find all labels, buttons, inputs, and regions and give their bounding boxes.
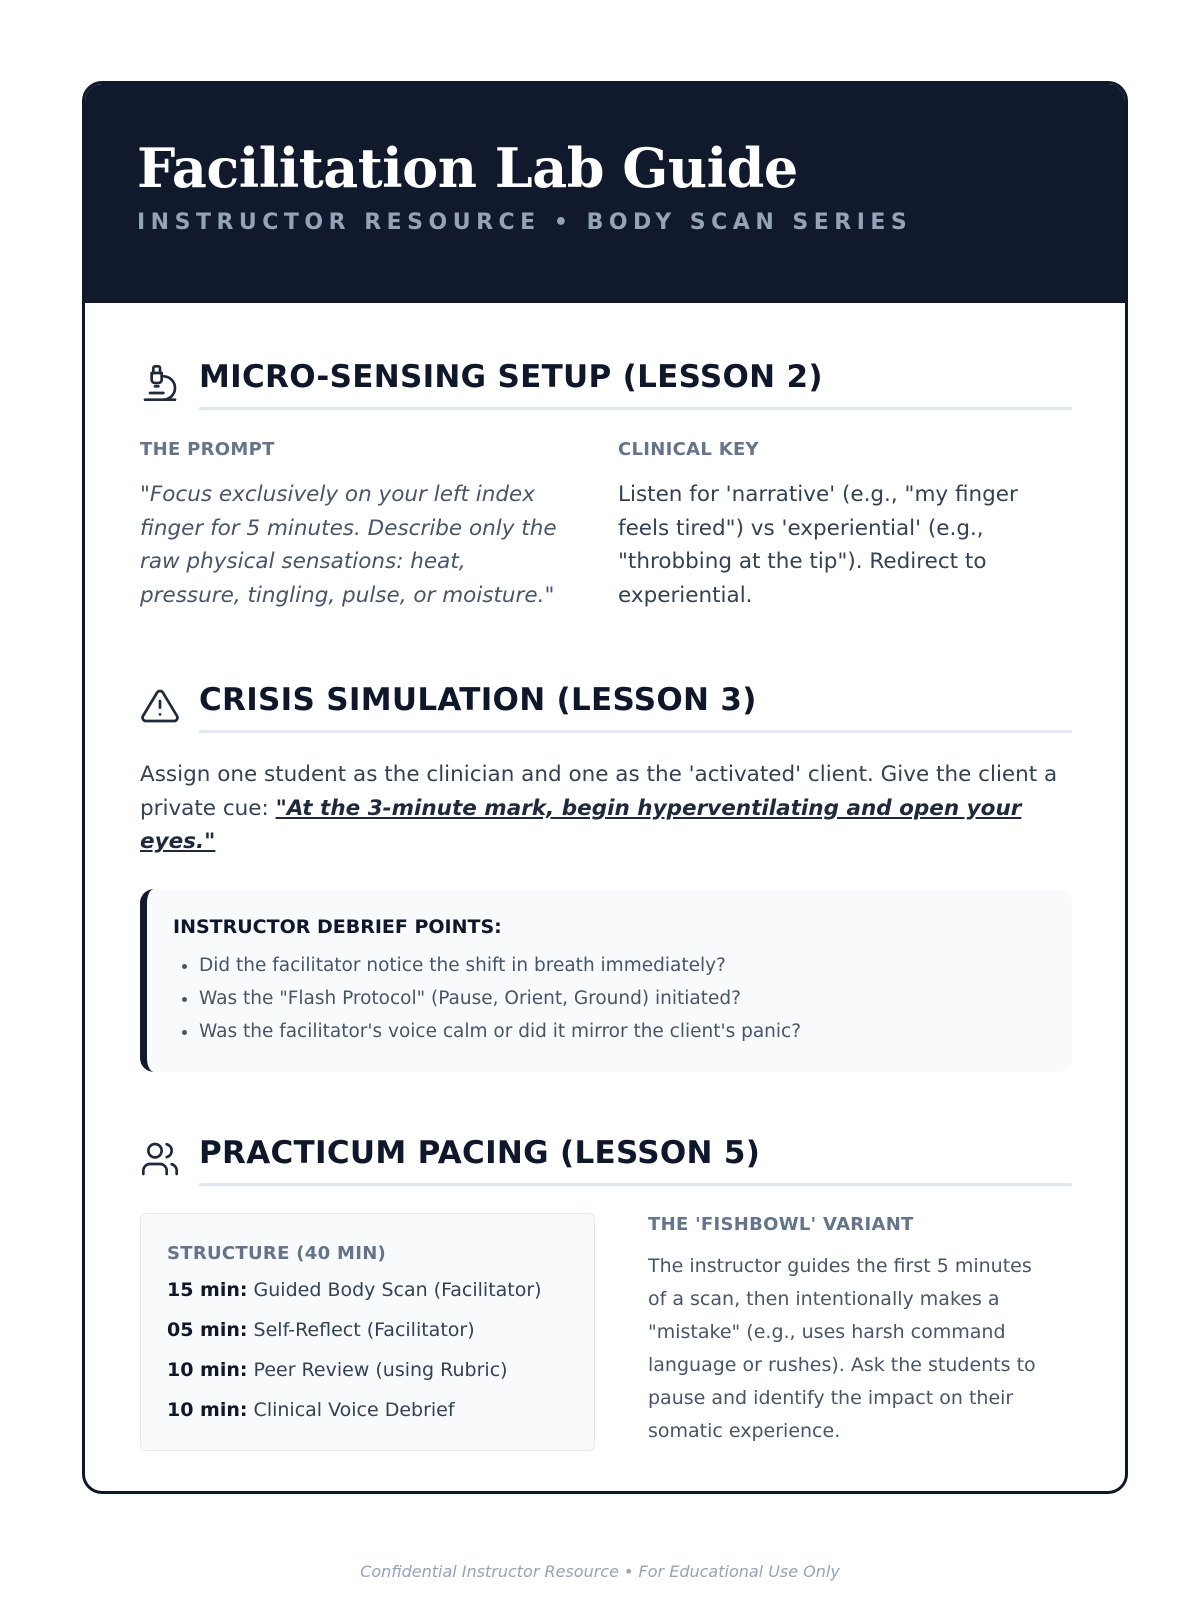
structure-time: 10 min: bbox=[167, 1398, 248, 1421]
page-subtitle: INSTRUCTOR RESOURCE • BODY SCAN SERIES bbox=[137, 210, 913, 235]
debrief-list bbox=[173, 949, 1044, 1048]
section-micro-sensing bbox=[140, 303, 1072, 612]
structure-activity: Self-Reflect (Facilitator) bbox=[253, 1318, 475, 1341]
clinical-key-text: Listen for 'narrative' (e.g., "my finger feels tired") vs 'experiential' (e.g., "throbbing at the tip"). Redirect to experiential. bbox=[618, 482, 1018, 608]
crisis-intro-text: Assign one student as the clinician and one as the 'activated' client. Give the client a private cue: bbox=[140, 762, 1058, 821]
list-item: • Was the "Flash Protocol" (Pause, Orient, Ground) initiated? bbox=[199, 982, 1044, 1015]
section-practicum-pacing bbox=[140, 1072, 1072, 1451]
structure-time: 15 min: bbox=[167, 1278, 248, 1301]
section-title-wrap bbox=[199, 678, 1072, 733]
users-icon bbox=[140, 1139, 180, 1179]
page-footer: Confidential Instructor Resource • For Educational Use Only bbox=[360, 1562, 840, 1581]
structure-time: 05 min: bbox=[167, 1318, 248, 1341]
fishbowl-text: The instructor guides the first 5 minutes of a scan, then intentionally makes a "mistake" (e.g., uses harsh command language or rushes). Ask the students to pause and identify the impact on their somatic experience. bbox=[648, 1254, 1036, 1442]
guide-card bbox=[82, 81, 1128, 1494]
microscope-icon bbox=[140, 363, 180, 403]
list-item bbox=[167, 1270, 594, 1310]
warning-triangle-icon bbox=[140, 686, 180, 726]
prompt-column bbox=[140, 438, 565, 612]
section-header bbox=[140, 1131, 1072, 1186]
section-columns bbox=[140, 438, 1072, 612]
structure-activity: Guided Body Scan (Facilitator) bbox=[253, 1278, 542, 1301]
section-title: PRACTICUM PACING (LESSON 5) bbox=[199, 1134, 761, 1171]
section-title: CRISIS SIMULATION (LESSON 3) bbox=[199, 682, 757, 718]
section-title-wrap bbox=[199, 1131, 1072, 1186]
structure-label: STRUCTURE (40 MIN) bbox=[167, 1242, 387, 1264]
section-header bbox=[140, 355, 1072, 410]
prompt-text: "Focus exclusively on your left index finger for 5 minutes. Describe only the raw physical sensations: heat, pressure, tingling, pulse, or moisture." bbox=[140, 482, 557, 608]
list-item: • Did the facilitator notice the shift in breath immediately? bbox=[199, 949, 1044, 982]
list-item bbox=[167, 1350, 594, 1390]
prompt-label: THE PROMPT bbox=[140, 439, 275, 460]
structure-activity: Peer Review (using Rubric) bbox=[253, 1358, 508, 1381]
list-item bbox=[167, 1310, 594, 1350]
structure-box bbox=[140, 1213, 595, 1451]
clinical-key-column bbox=[618, 438, 1048, 612]
structure-activity: Clinical Voice Debrief bbox=[253, 1398, 455, 1421]
client-cue: "At the 3-minute mark, begin hyperventilating and open your eyes." bbox=[140, 795, 1022, 854]
clinical-key-label: CLINICAL KEY bbox=[618, 439, 759, 460]
section-columns bbox=[140, 1213, 1072, 1451]
section-title-wrap bbox=[199, 355, 1072, 410]
section-crisis-simulation bbox=[140, 612, 1072, 1072]
section-title: MICRO-SENSING SETUP (LESSON 2) bbox=[199, 359, 823, 395]
structure-time: 10 min: bbox=[167, 1358, 248, 1381]
list-item: • Was the facilitator's voice calm or did it mirror the client's panic? bbox=[199, 1015, 1044, 1048]
guide-content bbox=[85, 303, 1125, 1451]
debrief-title: INSTRUCTOR DEBRIEF POINTS: bbox=[173, 915, 502, 938]
list-item bbox=[167, 1390, 594, 1430]
debrief-box bbox=[140, 889, 1072, 1072]
section-header bbox=[140, 678, 1072, 733]
guide-header bbox=[85, 84, 1125, 303]
crisis-intro bbox=[140, 758, 1072, 859]
page-title: Facilitation Lab Guide bbox=[137, 136, 798, 200]
fishbowl-label: THE 'FISHBOWL' VARIANT bbox=[648, 1213, 914, 1235]
fishbowl-column bbox=[648, 1213, 1053, 1451]
